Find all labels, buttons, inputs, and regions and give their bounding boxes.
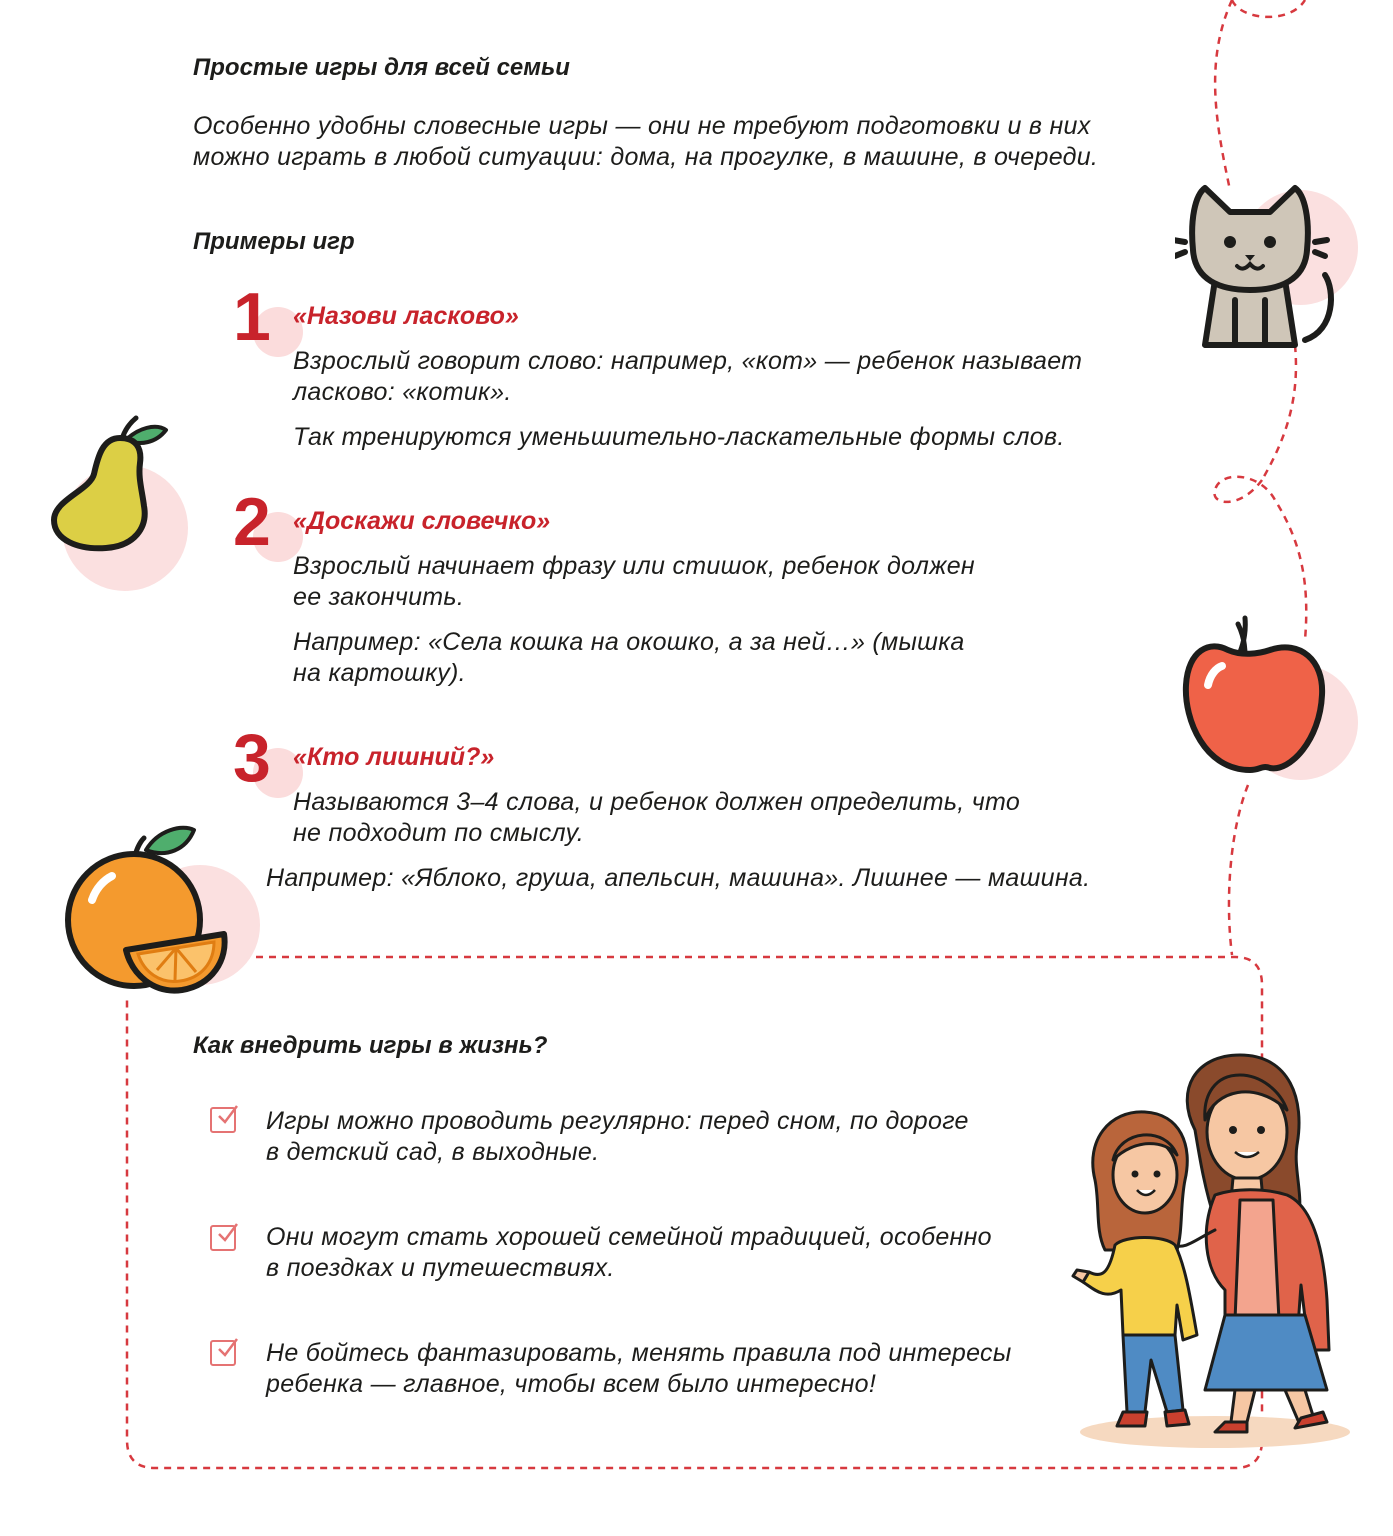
game-2-number: 2 — [233, 484, 271, 560]
game-3-text-line-2: не подходит по смыслу. — [293, 819, 585, 847]
game-3-title: «Кто лишний?» — [293, 743, 495, 771]
checkbox-icon — [210, 1107, 236, 1133]
game-1-note: Так тренируются уменьшительно-ласкательные формы слов. — [293, 423, 1065, 451]
apple-icon — [1180, 610, 1330, 780]
game-2-title: «Доскажи словечко» — [293, 507, 551, 535]
intro-text-line-1: Особенно удобны словесные игры — они не требуют подготовки и в них — [193, 112, 1091, 140]
intro-text-line-2: можно играть в любой ситуации: дома, на прогулке, в машине, в очереди. — [193, 143, 1099, 171]
tip-2-line-2: в поездках и путешествиях. — [266, 1254, 615, 1282]
game-2-note-line-1: Например: «Села кошка на окошко, а за ней…» (мышка — [293, 628, 965, 656]
checkbox-icon — [210, 1340, 236, 1366]
tip-3-line-2: ребенка — главное, чтобы всем было интересно! — [266, 1370, 877, 1398]
tip-1-line-1: Игры можно проводить регулярно: перед сном, по дороге — [266, 1107, 969, 1135]
tip-3-line-1: Не бойтесь фантазировать, менять правила под интересы — [266, 1339, 1012, 1367]
game-1-text-line-1: Взрослый говорит слово: например, «кот» — ребенок называет — [293, 347, 1083, 375]
tips-heading: Как внедрить игры в жизнь? — [193, 1032, 548, 1059]
mother-child-illustration — [1065, 1050, 1355, 1455]
game-3-note: Например: «Яблоко, груша, апельсин, машина». Лишнее — машина. — [266, 864, 1091, 892]
game-3-text-line-1: Называются 3–4 слова, и ребенок должен определить, что — [293, 788, 1021, 816]
game-2-text-line-2: ее закончить. — [293, 583, 465, 611]
game-2-text-line-1: Взрослый начинает фразу или стишок, ребенок должен — [293, 552, 975, 580]
examples-heading: Примеры игр — [193, 228, 355, 255]
orange-icon — [62, 820, 232, 1000]
game-2-note-line-2: на картошку). — [293, 659, 466, 687]
tip-2-line-1: Они могут стать хорошей семейной традицией, особенно — [266, 1223, 992, 1251]
tip-1-line-2: в детский сад, в выходные. — [266, 1138, 600, 1166]
intro-heading: Простые игры для всей семьи — [193, 54, 570, 81]
game-3-number: 3 — [233, 720, 271, 796]
pear-icon — [48, 408, 173, 553]
cat-icon — [1175, 180, 1340, 360]
game-1-title: «Назови ласково» — [293, 302, 519, 330]
checkbox-icon — [210, 1225, 236, 1251]
game-1-text-line-2: ласково: «котик». — [293, 378, 512, 406]
game-1-number: 1 — [233, 279, 271, 355]
